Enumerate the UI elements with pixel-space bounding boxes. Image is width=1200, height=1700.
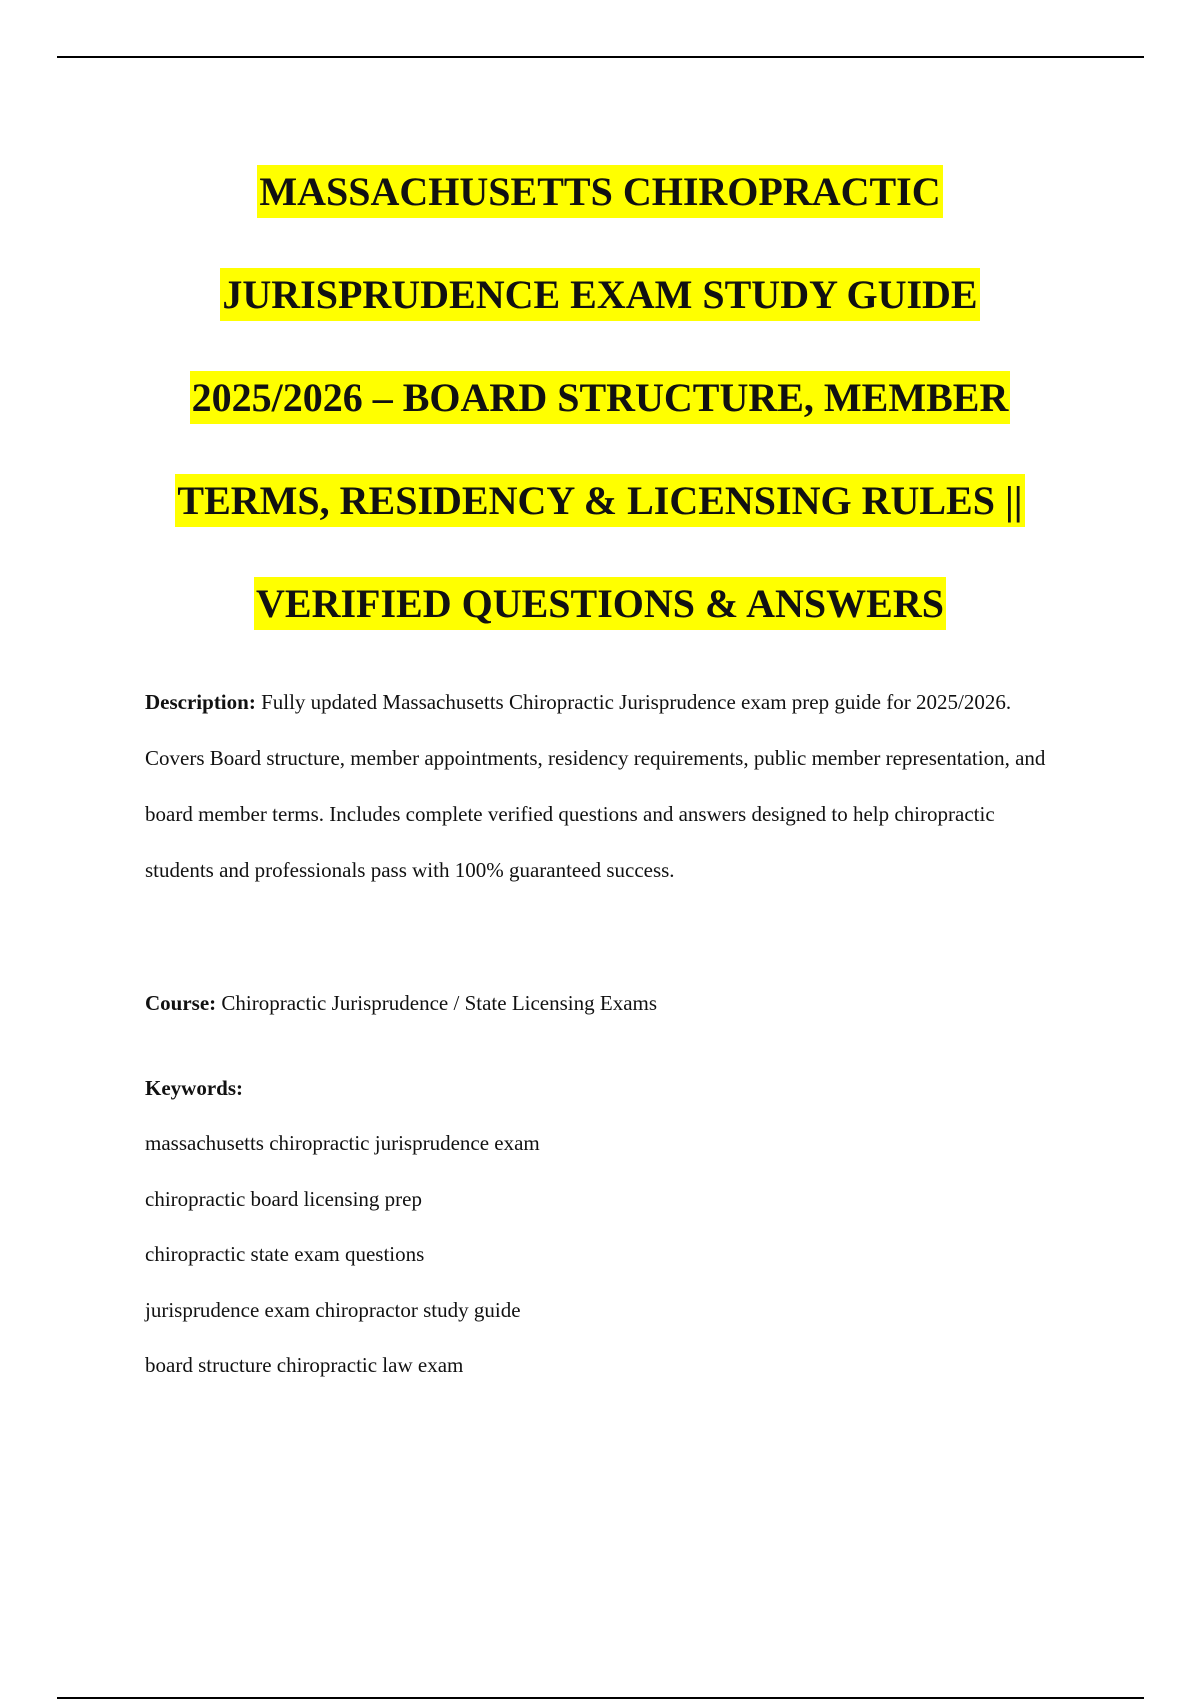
description-label: Description: — [145, 690, 256, 714]
title-line: TERMS, RESIDENCY & LICENSING RULES || — [100, 449, 1100, 552]
top-rule — [57, 56, 1144, 58]
title-line: JURISPRUDENCE EXAM STUDY GUIDE — [100, 243, 1100, 346]
description-paragraph — [145, 674, 1065, 898]
document-title — [100, 140, 1100, 655]
keyword-item: chiropractic state exam questions — [145, 1242, 425, 1266]
keywords-list — [145, 1116, 540, 1394]
keyword-item: jurisprudence exam chiropractor study guide — [145, 1297, 521, 1322]
description-text: Fully updated Massachusetts Chiropractic Jurisprudence exam prep guide for 2025/2026. Covers Board structure, member appointments, residency requirements, public member representation, and board member terms. Includes complete verified questions and answers designed to help chiropractic students and professionals pass with 100% guaranteed success. — [145, 690, 1046, 882]
title-line: MASSACHUSETTS CHIROPRACTIC — [100, 140, 1100, 243]
bottom-rule — [57, 1697, 1144, 1699]
title-line: VERIFIED QUESTIONS & ANSWERS — [100, 552, 1100, 655]
title-line: 2025/2026 – BOARD STRUCTURE, MEMBER — [100, 346, 1100, 449]
course-label: Course: — [145, 991, 217, 1015]
course-text: Chiropractic Jurisprudence / State Licensing Exams — [216, 991, 658, 1015]
keyword-item: massachusetts chiropractic jurisprudence exam — [145, 1131, 540, 1155]
keyword-item: chiropractic board licensing prep — [145, 1186, 422, 1211]
keywords-label: Keywords: — [145, 1076, 243, 1100]
course-paragraph — [145, 975, 1065, 1031]
keyword-item: board structure chiropractic law exam — [145, 1353, 464, 1377]
